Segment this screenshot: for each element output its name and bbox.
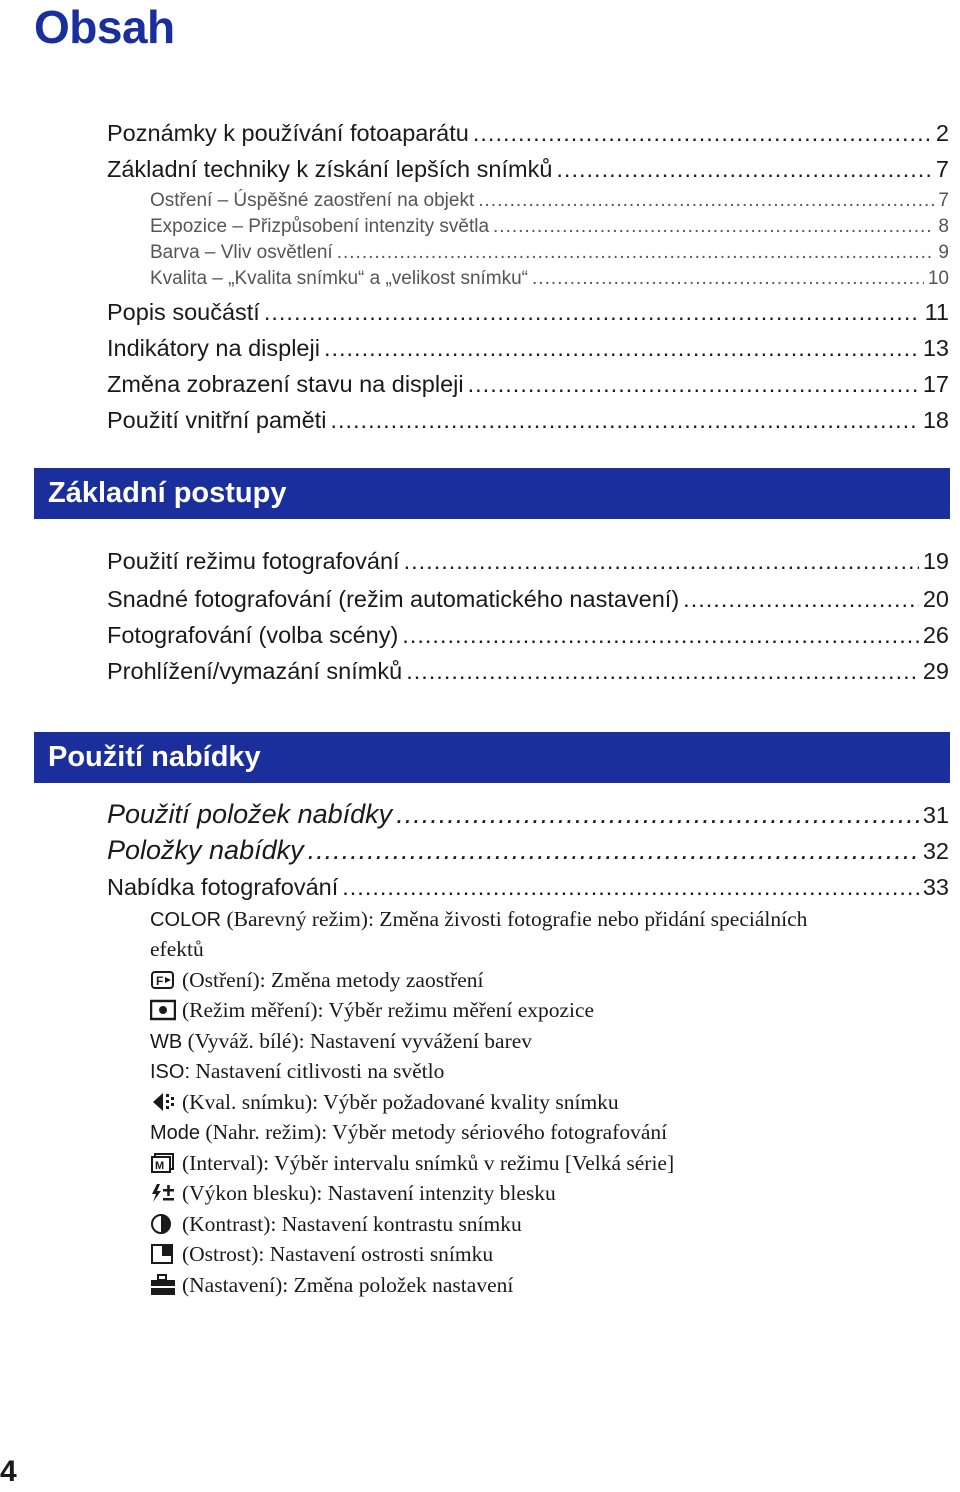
menu-item-sharpness[interactable]: (Ostrost): Nastavení ostrosti snímku [150, 1239, 920, 1269]
toc-entry[interactable]: Použití vnitřní paměti ..... 18 [107, 405, 949, 435]
menu-item-mode[interactable]: Mode (Nahr. režim): Výběr metody sériového fotografování [150, 1120, 668, 1144]
toc-subentry[interactable]: Ostření – Úspěšné zaostření na objekt ..... 7 [150, 189, 949, 213]
menu-item-interval[interactable]: M (Interval): Výběr intervalu snímků v režimu [Velká série] [150, 1148, 920, 1178]
menu-item-color[interactable]: COLOR (Barevný režim): Změna živosti fotografie nebo přidání speciálních [150, 907, 808, 931]
menu-item-iso[interactable]: ISO: Nastavení citlivosti na světlo [150, 1059, 445, 1083]
toc-entry[interactable]: Poznámky k používání fotoaparátu ..... 2 [107, 118, 949, 148]
page-title: Obsah [34, 1, 175, 53]
toc-entry[interactable]: Fotografování (volba scény) ..... 26 [107, 620, 949, 650]
toc-entry[interactable]: Změna zobrazení stavu na displeji ..... 17 [107, 369, 949, 399]
menu-item-flash-level[interactable]: (Výkon blesku): Nastavení intenzity blesku [150, 1178, 920, 1208]
toc-entry[interactable]: Základní techniky k získání lepších snímků ..... 7 [107, 154, 949, 184]
menu-item-color-cont: efektů [150, 937, 204, 961]
toc-entry[interactable]: Indikátory na displeji ..... 13 [107, 333, 949, 363]
toc-entry[interactable]: Nabídka fotografování ..... 33 [107, 872, 949, 902]
svg-text:M: M [155, 1160, 165, 1172]
section-heading-menu: Použití nabídky [34, 732, 950, 783]
section-heading-basic: Základní postupy [34, 468, 950, 519]
menu-item-wb[interactable]: WB (Vyváž. bílé): Nastavení vyvážení barev [150, 1029, 533, 1053]
toc-subentry[interactable]: Expozice – Přizpůsobení intenzity světla ..... 8 [150, 215, 949, 239]
toc-subentry[interactable]: Kvalita – „Kvalita snímku“ a „velikost snímku“ ..... 10 [150, 267, 949, 291]
menu-item-metering[interactable]: (Režim měření): Výběr režimu měření expozice [150, 995, 920, 1025]
toc-entry[interactable]: Použití položek nabídky ..... 31 [107, 799, 949, 829]
svg-text:F: F [156, 974, 164, 988]
toc-entry[interactable]: Snadné fotografování (režim automatického nastavení) ..... 20 [107, 584, 949, 614]
focus-icon [150, 969, 176, 991]
toc-entry[interactable]: Prohlížení/vymazání snímků ..... 29 [107, 656, 949, 686]
menu-item-contrast[interactable]: (Kontrast): Nastavení kontrastu snímku [150, 1209, 920, 1239]
interval-icon [150, 1152, 176, 1174]
setup-icon [150, 1274, 176, 1296]
metering-icon [150, 999, 176, 1021]
contrast-icon [150, 1213, 176, 1235]
menu-item-setup[interactable]: (Nastavení): Změna položek nastavení [150, 1270, 920, 1300]
toc-entry[interactable]: Popis součástí ..... 11 [107, 297, 949, 327]
page-number: 4 [0, 1455, 17, 1488]
toc-entry[interactable]: Použití režimu fotografování ..... 19 [107, 546, 949, 576]
toc-subentry[interactable]: Barva – Vliv osvětlení ..... 9 [150, 241, 949, 265]
toc-entry[interactable]: Položky nabídky ..... 32 [107, 835, 949, 865]
flash-level-icon [150, 1182, 176, 1204]
sharpness-icon [150, 1243, 176, 1265]
menu-item-image-quality[interactable]: (Kval. snímku): Výběr požadované kvality snímku [150, 1087, 920, 1117]
image-quality-icon [150, 1091, 176, 1113]
menu-item-focus[interactable]: F (Ostření): Změna metody zaostření [150, 965, 920, 995]
